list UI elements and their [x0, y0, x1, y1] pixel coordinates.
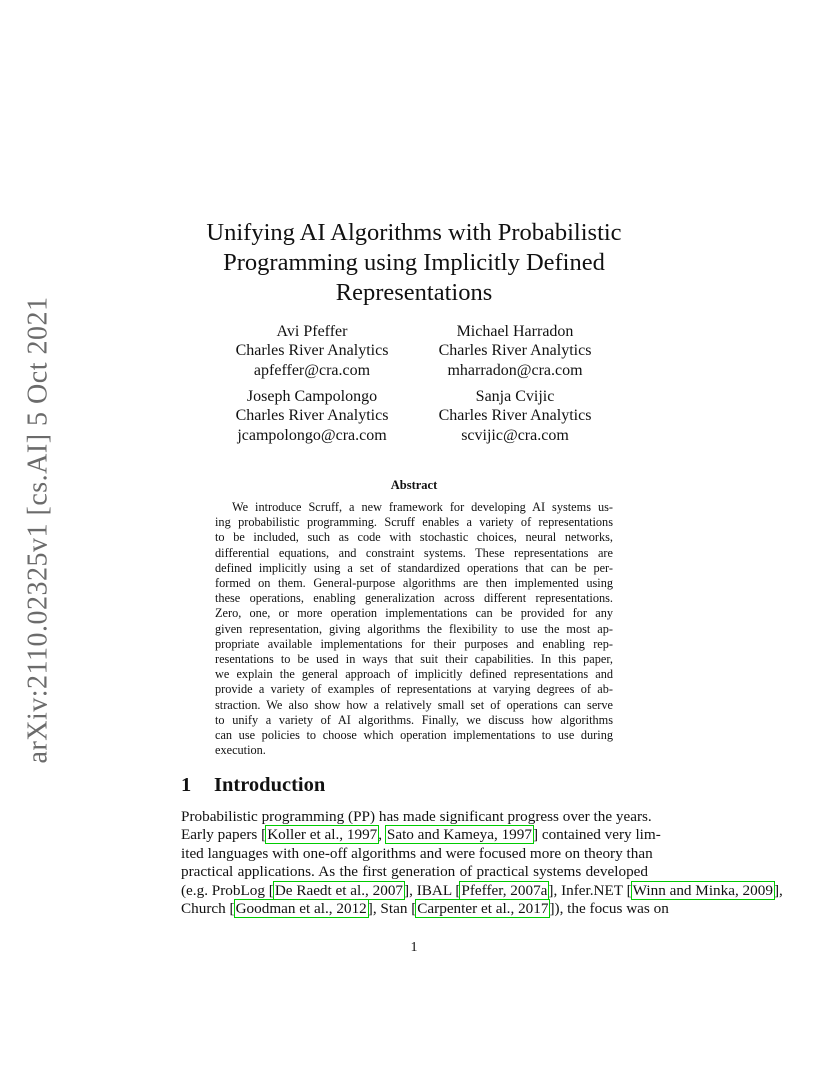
abstract-line: propriate available implementations for their purposes and enabling rep-: [215, 636, 613, 651]
page-number: 1: [410, 940, 418, 955]
author-email[interactable]: jcampolongo@cra.com: [237, 426, 387, 444]
section-title: Introduction: [214, 774, 326, 796]
paper-title: [180, 218, 648, 308]
arxiv-identifier: arXiv:2110.02325v1 [cs.AI] 5 Oct 2021: [22, 296, 53, 764]
citation-link[interactable]: Pfeffer, 2007a: [461, 881, 548, 899]
text: [: [261, 826, 267, 844]
citation-link[interactable]: Sato and Kameya, 1997: [386, 826, 532, 844]
body-line: ited languages with one-off algorithms and were focused more on theory than: [181, 844, 653, 862]
author-name: Avi Pfeffer: [276, 323, 348, 340]
title-line: Unifying AI Algorithms with Probabilistic: [206, 219, 622, 246]
abstract-line: formed on them. General-purpose algorithms are then implemented using: [215, 576, 613, 591]
body-text: , Infer.NET: [553, 881, 627, 899]
abstract-line: Zero, one, or more operation implementations can be provided for any: [215, 606, 613, 621]
text: ]: [532, 826, 539, 844]
abstract-body: [215, 500, 613, 758]
section-number: 1: [181, 774, 192, 796]
text: ]: [548, 881, 554, 899]
text: ]: [404, 881, 410, 899]
abstract-line: execution.: [215, 743, 266, 758]
section-heading: [181, 774, 325, 797]
citation-link[interactable]: De Raedt et al., 2007: [274, 881, 404, 899]
title-line: Programming using Implicitly Defined: [223, 249, 605, 276]
abstract-line: We introduce Scruff, a new framework for developing AI systems us-: [232, 500, 613, 514]
title-line: Representations: [335, 279, 493, 306]
abstract-line: given representation, giving algorithms the flexibility to use the most ap-: [215, 621, 613, 636]
text: ]: [773, 881, 779, 899]
abstract-heading: Abstract: [390, 478, 438, 492]
body-text: Early papers: [181, 826, 262, 844]
body-text: ,: [378, 826, 386, 844]
text: ]: [549, 900, 555, 918]
body-line: Probabilistic programming (PP) has made significant progress over the years.: [181, 808, 652, 825]
author-email[interactable]: scvijic@cra.com: [461, 426, 569, 444]
citation-link[interactable]: Goodman et al., 2012: [235, 900, 367, 918]
body-text: ), the focus was on: [554, 900, 669, 918]
abstract-line: to unify a variety of AI algorithms. Finally, we discuss how algorithms: [215, 712, 613, 727]
text: ]: [367, 900, 373, 918]
text: [: [411, 900, 417, 918]
abstract-line: provide a variety of examples of representations at varying degrees of ab-: [215, 682, 613, 697]
author-email[interactable]: apfeffer@cra.com: [253, 361, 371, 379]
body-line: [181, 900, 669, 918]
author-card: [385, 322, 645, 380]
body-text: (e.g. ProbLog: [181, 881, 269, 899]
body-line: [181, 826, 661, 844]
body-line: practical applications. As the first generation of practical systems developed: [181, 863, 648, 881]
abstract-line: these operations, enabling generalization across different representations.: [215, 591, 613, 606]
body-text: , Stan: [372, 900, 412, 918]
body-text: , IBAL: [409, 881, 456, 899]
citation-link[interactable]: Koller et al., 1997: [267, 826, 378, 844]
abstract-line: resentations to be used in ways that suit their capabilities. In this paper,: [215, 652, 613, 667]
abstract-line: differential equations, and constraint systems. These representations are: [215, 545, 613, 560]
text: [: [455, 881, 461, 899]
body-text: ,: [779, 881, 783, 899]
citation-link[interactable]: Carpenter et al., 2017: [417, 900, 549, 918]
body-line: [181, 881, 783, 900]
author-card: [385, 387, 645, 445]
author-affiliation: Charles River Analytics: [235, 407, 389, 425]
author-affiliation: Charles River Analytics: [235, 342, 389, 360]
arxiv-side-stamp: [18, 296, 58, 764]
author-name: Sanja Cvijic: [475, 388, 555, 405]
abstract-line: we explain the general approach of implicitly defined representations and: [215, 667, 613, 682]
abstract-line: straction. We also show how a relatively small set of operations can serve: [215, 697, 613, 712]
abstract-line: to be included, such as code with stochastic choices, neural networks,: [215, 530, 613, 545]
body-text: Church: [181, 900, 230, 918]
author-email[interactable]: mharradon@cra.com: [447, 361, 583, 379]
introduction-paragraph: [181, 808, 783, 918]
text: [: [626, 881, 632, 899]
author-affiliation: Charles River Analytics: [438, 342, 592, 360]
body-text: contained very lim-: [538, 826, 661, 844]
author-name: Joseph Campolongo: [246, 388, 378, 405]
citation-link[interactable]: Winn and Minka, 2009: [632, 881, 773, 899]
text: [: [268, 881, 274, 899]
author-affiliation: Charles River Analytics: [438, 407, 592, 425]
abstract-line: ing probabilistic programming. Scruff enables a variety of representations: [215, 515, 613, 530]
author-name: Michael Harradon: [456, 323, 574, 340]
abstract-line: defined implicitly using a set of standardized operations that can be per-: [215, 560, 613, 575]
text: [: [229, 900, 235, 918]
abstract-line: can use policies to choose which operation implementations to use during: [215, 728, 613, 743]
